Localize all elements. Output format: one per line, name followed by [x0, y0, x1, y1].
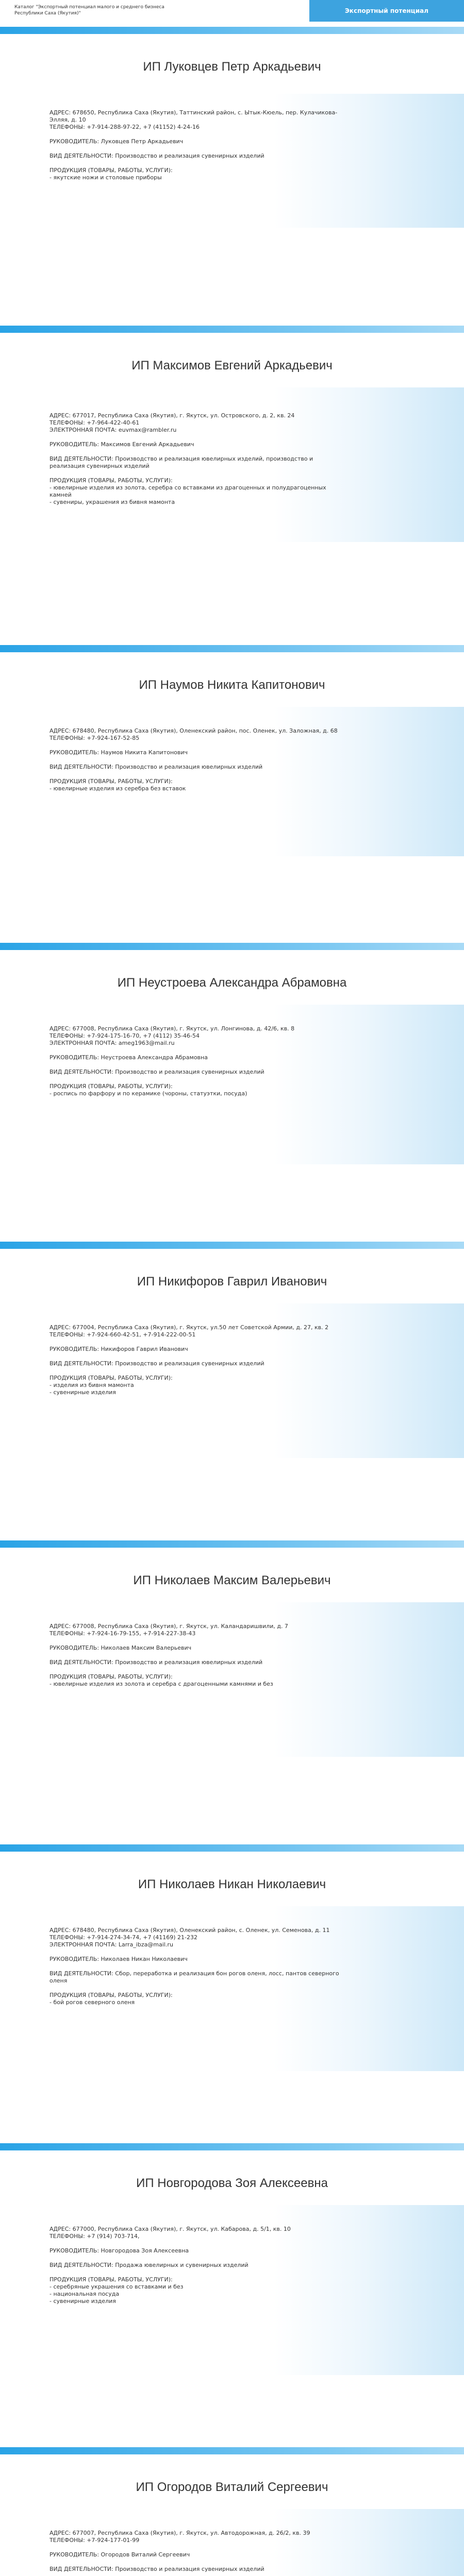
- card-body: [49, 2226, 349, 2305]
- product-item: - серебряные украшения со вставками и без: [49, 2283, 184, 2290]
- card-body: [49, 109, 349, 181]
- card-body: [49, 1025, 349, 1097]
- company-activity: ВИД ДЕЯТЕЛЬНОСТИ: Производство и реализация сувенирных изделий: [49, 1360, 264, 1367]
- company-address: АДРЕС: 677008, Республика Саха (Якутия), г. Якутск, ул. Лонгинова, д. 42/6, кв. 8: [49, 1025, 295, 1032]
- card-divider: [0, 943, 464, 950]
- company-activity: ВИД ДЕЯТЕЛЬНОСТИ: Производство и реализация сувенирных изделий: [49, 2566, 264, 2572]
- company-activity: ВИД ДЕЯТЕЛЬНОСТИ: Продажа ювелирных и сувенирных изделий: [49, 2262, 248, 2268]
- company-card: [0, 2143, 464, 2447]
- product-item: - изделия из бивня мамонта: [49, 1382, 134, 1388]
- product-item: - роспись по фарфору и по керамике (чороны, статуэтки, посуда): [49, 1090, 247, 1097]
- page-header: [0, 0, 464, 27]
- company-title: ИП Николаев Никан Николаевич: [138, 1877, 326, 1891]
- company-phones: ТЕЛЕФОНЫ: +7-914-274-34-74, +7 (41169) 21-232: [49, 1934, 198, 1941]
- company-title: ИП Николаев Максим Валерьевич: [133, 1573, 331, 1587]
- company-card: [0, 2447, 464, 2576]
- products-label: ПРОДУКЦИЯ (ТОВАРЫ, РАБОТЫ, УСЛУГИ):: [49, 1375, 173, 1381]
- company-phones: ТЕЛЕФОНЫ: +7-924-167-52-85: [49, 735, 140, 741]
- company-address: АДРЕС: 677007, Республика Саха (Якутия), г. Якутск, ул. Автодорожная, д. 26/2, кв. 39: [49, 2530, 310, 2536]
- company-head: РУКОВОДИТЕЛЬ: Николаев Никан Николаевич: [49, 1956, 188, 1962]
- product-item: - сувенирные изделия: [49, 2298, 116, 2304]
- company-activity: ВИД ДЕЯТЕЛЬНОСТИ: Производство и реализация ювелирных изделий: [49, 764, 263, 770]
- company-card: [0, 645, 464, 943]
- company-head: РУКОВОДИТЕЛЬ: Никифоров Гаврил Иванович: [49, 1346, 188, 1352]
- company-email: ЭЛЕКТРОННАЯ ПОЧТА: ameg1963@mail.ru: [49, 1040, 175, 1046]
- card-divider: [0, 326, 464, 333]
- company-title: ИП Луковцев Петр Аркадьевич: [143, 60, 321, 74]
- company-address: АДРЕС: 678650, Республика Саха (Якутия), Таттинский район, с. Ытык-Кюель, пер. Кулачикова-Элляя, д. 10: [49, 109, 338, 123]
- company-phones: ТЕЛЕФОНЫ: +7-924-660-42-51, +7-914-222-00-51: [49, 1331, 196, 1338]
- products-label: ПРОДУКЦИЯ (ТОВАРЫ, РАБОТЫ, УСЛУГИ):: [49, 778, 173, 785]
- company-activity: ВИД ДЕЯТЕЛЬНОСТИ: Производство и реализация сувенирных изделий: [49, 152, 264, 159]
- company-title: ИП Максимов Евгений Аркадьевич: [131, 359, 333, 372]
- company-title: ИП Никифоров Гаврил Иванович: [137, 1275, 327, 1289]
- product-item: - бой рогов северного оленя: [49, 1999, 135, 2006]
- card-divider: [0, 27, 464, 34]
- export-badge: Экспортный потенциал: [309, 0, 464, 22]
- product-item: - сувенирные изделия: [49, 1389, 116, 1396]
- company-activity: ВИД ДЕЯТЕЛЬНОСТИ: Производство и реализация сувенирных изделий: [49, 1069, 264, 1075]
- company-head: РУКОВОДИТЕЛЬ: Максимов Евгений Аркадьевич: [49, 441, 194, 448]
- company-head: РУКОВОДИТЕЛЬ: Луковцев Петр Аркадьевич: [49, 138, 184, 145]
- card-body: [49, 412, 349, 506]
- company-email: ЭЛЕКТРОННАЯ ПОЧТА: Larra_ibza@mail.ru: [49, 1941, 173, 1948]
- company-activity: ВИД ДЕЯТЕЛЬНОСТИ: Сбор, переработка и реализация бон рогов оленя, лосс, пантов северного оленя: [49, 1970, 339, 1984]
- card-body: [49, 1324, 349, 1396]
- company-card: [0, 326, 464, 645]
- company-phones: ТЕЛЕФОНЫ: +7-964-422-40-61: [49, 419, 140, 426]
- product-item: - сувениры, украшения из бивня мамонта: [49, 499, 175, 505]
- company-address: АДРЕС: 677000, Республика Саха (Якутия), г. Якутск, ул. Кабарова, д. 5/1, кв. 10: [49, 2226, 291, 2232]
- company-address: АДРЕС: 678480, Республика Саха (Якутия), Оленекский район, с. Оленек, ул. Семенова, д. 11: [49, 1927, 330, 1934]
- company-phones: ТЕЛЕФОНЫ: +7-914-288-97-22, +7 (41152) 4-24-16: [49, 124, 200, 130]
- company-card: [0, 1242, 464, 1540]
- company-title: ИП Огородов Виталий Сергеевич: [136, 2480, 328, 2494]
- company-activity: ВИД ДЕЯТЕЛЬНОСТИ: Производство и реализация ювелирных изделий: [49, 1659, 263, 1666]
- company-head: РУКОВОДИТЕЛЬ: Наумов Никита Капитонович: [49, 749, 188, 756]
- company-title: ИП Неустроева Александра Абрамовна: [117, 976, 347, 990]
- company-card: [0, 1540, 464, 1844]
- company-head: РУКОВОДИТЕЛЬ: Николаев Максим Валерьевич: [49, 1645, 192, 1651]
- company-head: РУКОВОДИТЕЛЬ: Огородов Виталий Сергеевич: [49, 2551, 190, 2558]
- company-address: АДРЕС: 678480, Республика Саха (Якутия), Оленекский район, пос. Оленек, ул. Заложная, д. 68: [49, 727, 338, 734]
- company-head: РУКОВОДИТЕЛЬ: Новгородова Зоя Алексеевна: [49, 2247, 189, 2254]
- company-title: ИП Наумов Никита Капитонович: [139, 678, 325, 692]
- card-body: [49, 1623, 349, 1688]
- product-item: - национальная посуда: [49, 2291, 120, 2297]
- company-address: АДРЕС: 677004, Республика Саха (Якутия), г. Якутск, ул.50 лет Советской Армии, д. 27, кв. 2: [49, 1324, 329, 1331]
- company-card: [0, 27, 464, 326]
- product-item: - ювелирные изделия из золота, серебра со вставками из драгоценных и полудрагоценных камней: [49, 484, 326, 498]
- products-label: ПРОДУКЦИЯ (ТОВАРЫ, РАБОТЫ, УСЛУГИ):: [49, 1992, 173, 1998]
- catalog-caption: Каталог "Экспортный потенциал малого и среднего бизнеса Республики Саха (Якутия)": [14, 5, 164, 16]
- products-label: ПРОДУКЦИЯ (ТОВАРЫ, РАБОТЫ, УСЛУГИ):: [49, 477, 173, 484]
- company-head: РУКОВОДИТЕЛЬ: Неустроева Александра Абрамовна: [49, 1054, 208, 1061]
- company-address: АДРЕС: 677017, Республика Саха (Якутия), г. Якутск, ул. Островского, д. 2, кв. 24: [49, 412, 295, 419]
- card-body: [49, 727, 349, 792]
- company-phones: ТЕЛЕФОНЫ: +7 (914) 703-714,: [49, 2233, 140, 2240]
- card-body: [49, 2530, 349, 2576]
- product-item: - якутские ножи и столовые приборы: [49, 174, 162, 181]
- card-divider: [0, 1844, 464, 1852]
- product-item: - ювелирные изделия из золота и серебра с драгоценными камнями и без: [49, 1681, 273, 1687]
- card-divider: [0, 1242, 464, 1249]
- company-card: [0, 1844, 464, 2143]
- products-label: ПРОДУКЦИЯ (ТОВАРЫ, РАБОТЫ, УСЛУГИ):: [49, 167, 173, 174]
- card-body: [49, 1927, 349, 2006]
- company-phones: ТЕЛЕФОНЫ: +7-924-175-16-70, +7 (4112) 35-46-54: [49, 1032, 200, 1039]
- company-email: ЭЛЕКТРОННАЯ ПОЧТА: euvmax@rambler.ru: [49, 427, 177, 433]
- card-divider: [0, 1540, 464, 1548]
- products-label: ПРОДУКЦИЯ (ТОВАРЫ, РАБОТЫ, УСЛУГИ):: [49, 1673, 173, 1680]
- company-activity: ВИД ДЕЯТЕЛЬНОСТИ: Производство и реализация ювелирных изделий, производство и реализация сувенирных изделий: [49, 455, 313, 469]
- products-label: ПРОДУКЦИЯ (ТОВАРЫ, РАБОТЫ, УСЛУГИ):: [49, 2276, 173, 2283]
- card-divider: [0, 645, 464, 652]
- card-divider: [0, 2447, 464, 2454]
- product-item: - ювелирные изделия из серебра без вставок: [49, 785, 186, 792]
- company-title: ИП Новгородова Зоя Алексеевна: [136, 2176, 328, 2190]
- products-label: ПРОДУКЦИЯ (ТОВАРЫ, РАБОТЫ, УСЛУГИ):: [49, 1083, 173, 1090]
- company-phones: ТЕЛЕФОНЫ: +7-924-16-79-155, +7-914-227-38-43: [49, 1630, 196, 1637]
- company-address: АДРЕС: 677008, Республика Саха (Якутия), г. Якутск, ул. Каландаришвили, д. 7: [49, 1623, 288, 1630]
- company-card: [0, 943, 464, 1242]
- company-phones: ТЕЛЕФОНЫ: +7-924-177-01-99: [49, 2537, 140, 2544]
- card-divider: [0, 2143, 464, 2150]
